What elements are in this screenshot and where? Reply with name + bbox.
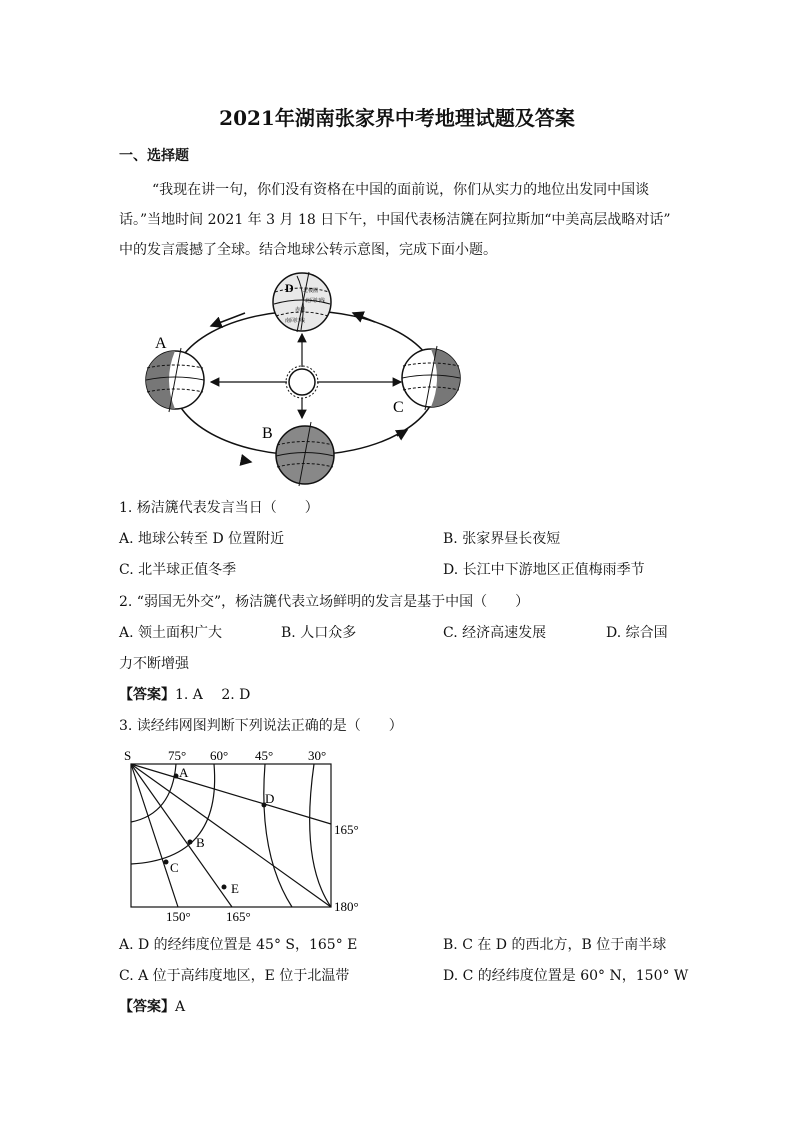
point-c: C	[170, 860, 179, 875]
polar-label-1: 北极圈	[303, 289, 319, 294]
q2-stem: 2. “弱国无外交”，杨洁篪代表立场鲜明的发言是基于中国（ ）	[119, 594, 530, 610]
label-a: A	[155, 335, 167, 352]
label-b: B	[262, 425, 273, 442]
q1-option-a: A. 地球公转至 D 位置附近	[119, 531, 285, 547]
earth-orbit-diagram	[135, 270, 475, 490]
answer-text: 1. A 2. D	[175, 687, 251, 703]
globe-c	[393, 346, 460, 416]
q2-option-a: A. 领土面积广大	[119, 625, 223, 641]
q3-stem: 3. 读经纬网图判断下列说法正确的是（ ）	[119, 718, 403, 734]
q3-option-c: C. A 位于高纬度地区，E 位于北温带	[119, 968, 350, 984]
point-a: A	[179, 765, 189, 780]
section-heading: 一、选择题	[119, 148, 189, 164]
lon-label-165-bottom: 165°	[226, 909, 251, 924]
lat-label-75: 75°	[168, 748, 187, 763]
answer-1-2	[119, 685, 250, 705]
intro-line-2: 话。”当地时间 2021 年 3 月 18 日下午，中国代表杨洁篪在阿拉斯加“中美高层战略对话”	[119, 212, 671, 228]
q1-stem: 1. 杨洁篪代表发言当日（ ）	[119, 500, 319, 516]
label-c: C	[393, 399, 404, 416]
answer-label: 【答案】	[119, 999, 175, 1015]
label-d: D	[285, 281, 294, 295]
globe-b	[262, 422, 334, 486]
point-b: B	[196, 835, 205, 850]
lon-label-165-right: 165°	[334, 822, 359, 837]
sun-icon	[286, 366, 318, 398]
polar-label-2: 北回归线	[305, 299, 326, 304]
q3-option-a: A. D 的经纬度位置是 45° S，165° E	[119, 937, 358, 953]
lat-label-30: 30°	[308, 748, 327, 763]
latlon-grid-diagram	[120, 744, 370, 924]
intro-line-3: 中的发言震撼了全球。结合地球公转示意图，完成下面小题。	[119, 242, 497, 258]
lon-label-150: 150°	[166, 909, 191, 924]
q1-option-d: D. 长江中下游地区正值梅雨季节	[443, 562, 645, 578]
intro-line-1: “我现在讲一句，你们没有资格在中国的面前说，你们从实力的地位出发同中国谈	[152, 182, 650, 198]
page-title: 2021年湖南张家界中考地理试题及答案	[219, 106, 575, 130]
answer-label: 【答案】	[119, 687, 175, 703]
point-e: E	[231, 881, 239, 896]
q2-option-c: C. 经济高速发展	[443, 625, 547, 641]
polar-label-3: 赤道	[295, 308, 306, 313]
q2-option-b: B. 人口众多	[281, 625, 357, 641]
q3-option-b: B. C 在 D 的西北方，B 位于南半球	[443, 937, 667, 953]
answer-3	[119, 997, 185, 1017]
lat-label-60: 60°	[210, 748, 229, 763]
polar-label-4: 南回归线	[285, 319, 306, 324]
point-d: D	[265, 791, 275, 806]
q3-option-d: D. C 的经纬度位置是 60° N，150° W	[443, 968, 689, 984]
q2-option-d: D. 综合国	[606, 625, 668, 641]
q2-option-d-cont: 力不断增强	[119, 656, 189, 672]
answer-text: A	[175, 999, 186, 1015]
globe-d	[273, 272, 331, 332]
globe-a	[146, 335, 204, 412]
lat-label-45: 45°	[255, 748, 274, 763]
lon-label-180: 180°	[334, 899, 359, 914]
q1-option-b: B. 张家界昼长夜短	[443, 531, 561, 547]
pole-label: S	[124, 748, 132, 763]
q1-option-c: C. 北半球正值冬季	[119, 562, 237, 578]
